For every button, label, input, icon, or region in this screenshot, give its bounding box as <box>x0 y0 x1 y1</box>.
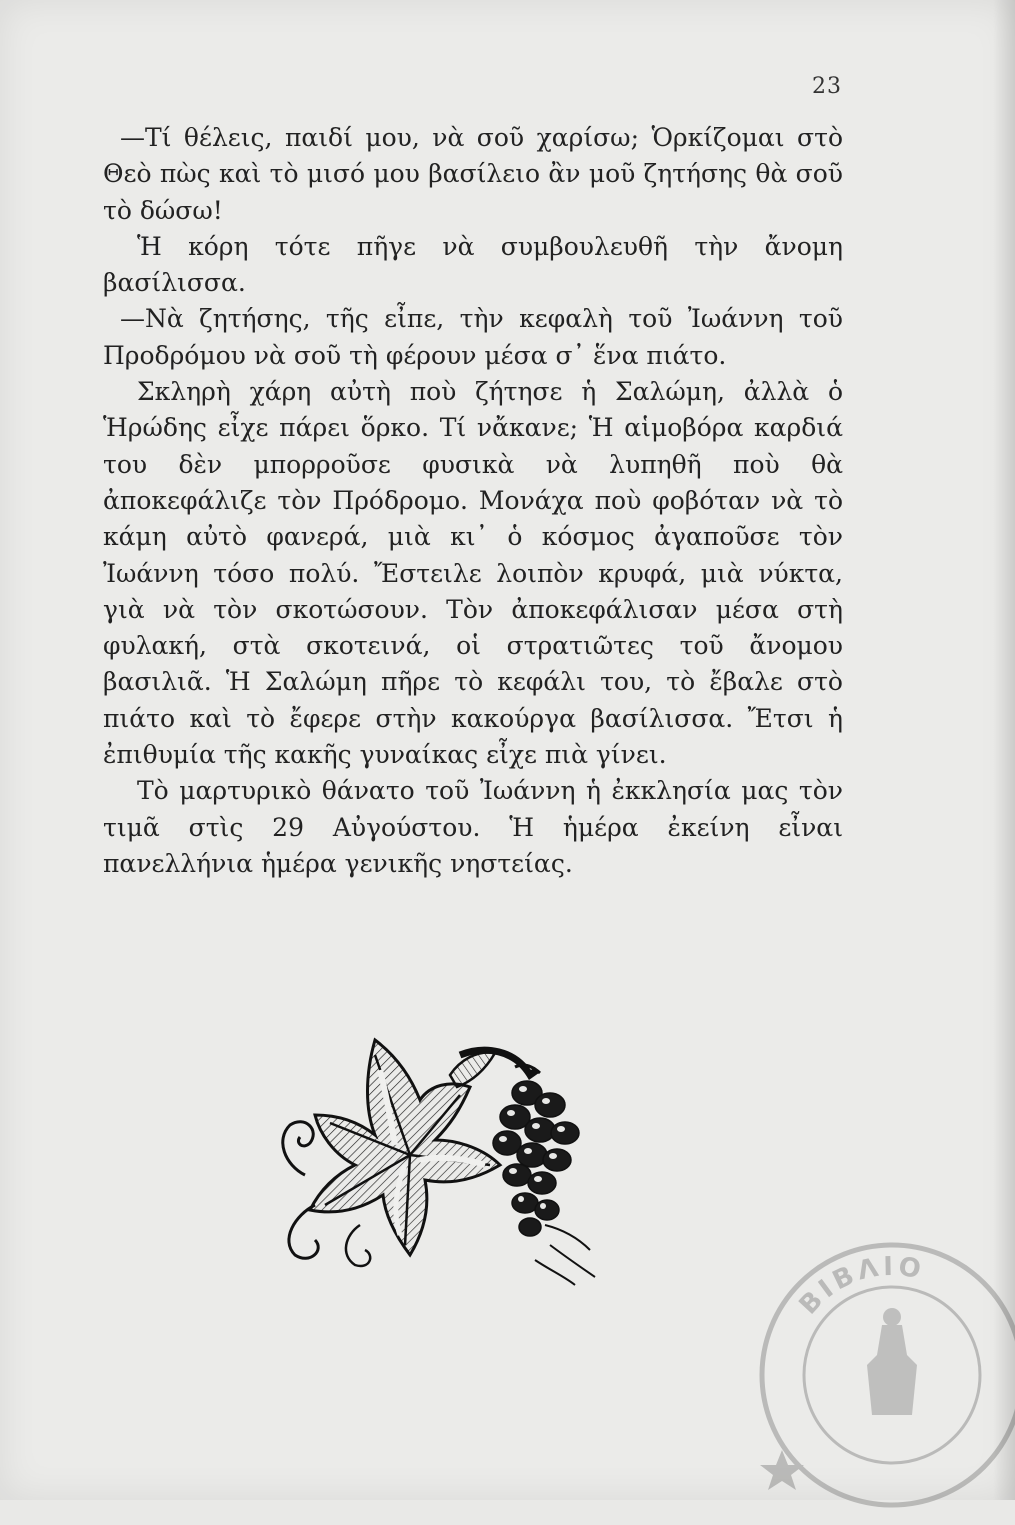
paragraph-dialogue-3: —Νὰ ζητήσης, τῆς εἶπε, τὴν κεφαλὴ τοῦ Ἰωάννη τοῦ Προδρόμου νὰ σοῦ τὴ φέρουν μέσα σ᾿ ἕνα πιάτο. <box>103 304 843 370</box>
page-number: 23 <box>812 74 842 99</box>
paragraph-4: Σκληρὴ χάρη αὐτὴ ποὺ ζήτησε ἡ Σαλώμη, ἀλλὰ ὁ Ἡρώδης εἶχε πάρει ὅρκο. Τί νἄκανε; Ἡ αἱμοβόρα καρδιά του δὲν μπορροῦσε φυσικὰ νὰ λυπηθῆ ποὺ θὰ ἀποκεφάλιζε τὸν Πρόδρομο. Μονάχα ποὺ φοβόταν νὰ τὸ κάμη αὐτὸ φανερά, μιὰ κι᾿ ὁ κόσμος ἀγαποῦσε τὸν Ἰωάννη τόσο πολύ. Ἔστειλε λοιπὸν κρυφά, μιὰ νύκτα, γιὰ νὰ τὸν σκοτώσουν. Τὸν ἀποκεφάλισαν μέσα στὴ φυλακή, στὰ σκοτεινά, οἱ στρατιῶτες τοῦ ἄνομου βασιλιᾶ. Ἡ Σαλώμη πῆρε τὸ κεφάλι του, τὸ ἔβαλε στὸ πιάτο καὶ τὸ ἔφερε στὴν κακούργα βασίλισσα. Ἔτσι ἡ ἐπιθυμία τῆς κακῆς γυναίκας εἶχε πιὰ γίνει. <box>103 377 843 770</box>
page-edge-shadow <box>993 0 1015 1500</box>
paragraph-2: Ἡ κόρη τότε πῆγε νὰ συμβουλευθῆ τὴν ἄνομη βασίλισσα. <box>103 231 843 298</box>
library-stamp-icon <box>742 1225 1015 1525</box>
body-text <box>103 120 843 882</box>
grape-vine-leaf-ornament-icon <box>245 1015 625 1295</box>
svg-text:ΒΙΒΛΙΟ: ΒΙΒΛΙΟ <box>793 1251 928 1321</box>
paragraph-5: Τὸ μαρτυρικὸ θάνατο τοῦ Ἰωάννη ἡ ἐκκλησία μας τὸν τιμᾶ στὶς 29 Αὐγούστου. Ἡ ἡμέρα ἐκείνη εἶναι πανελλήνια ἡμέρα γενικῆς νηστείας. <box>103 776 843 878</box>
paragraph-dialogue-1: —Τί θέλεις, παιδί μου, νὰ σοῦ χαρίσω; Ὁρκίζομαι στὸ Θεὸ πὼς καὶ τὸ μισό μου βασίλειο ἂν μοῦ ζητήσης θὰ σοῦ τὸ δώσω! <box>103 123 843 225</box>
